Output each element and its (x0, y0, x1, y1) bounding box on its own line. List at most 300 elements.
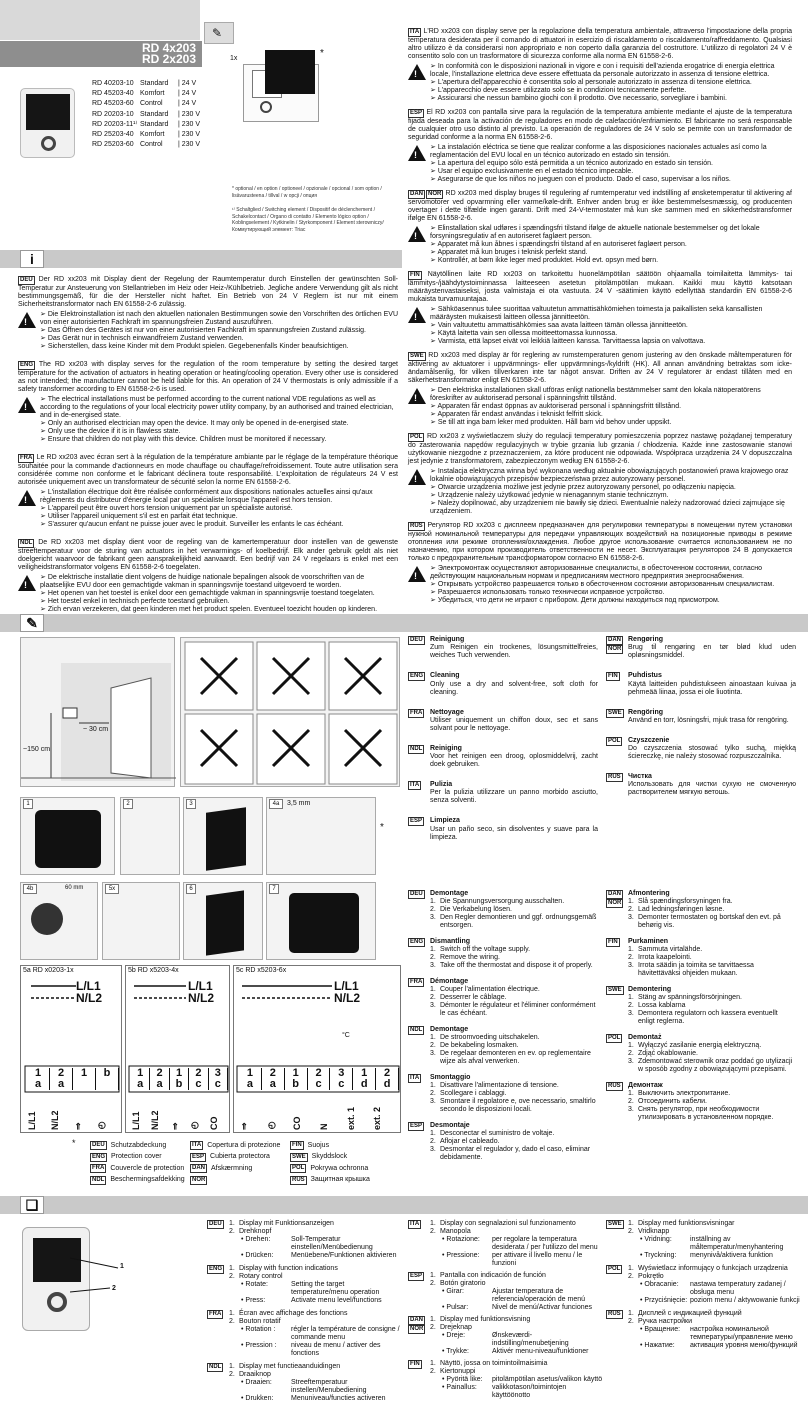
warning-glyph: ! (414, 393, 417, 403)
safety-intro-text: Регулятор RD xx203 с дисплеем предназначен для регулировки температуры в помещении путем установки нужной номинальной температуры для передачи управляющих воздействий на позиционные приводы в режиме отопления или режиме отопления/охлаждения. Любое другое использование считается использованием не по назначению, при котором производитель ответственности не несет. Эксплуатация регуляторов 24 В допускается только с предохранительным трансформатором согласно EN 61558-2-6. (408, 522, 792, 562)
operation-item (628, 1265, 801, 1273)
step-number: 2. (628, 1050, 634, 1057)
wall-box (31, 903, 63, 935)
warning-icon (408, 387, 430, 427)
step-text: Desmontar el regulador y, dado el caso, eliminar debidamente. (440, 1146, 591, 1161)
step-4b-figure (20, 882, 98, 960)
safety-block (408, 352, 792, 427)
model-voltage: | 24 V (178, 80, 197, 87)
terminal-number: 2 (156, 1067, 163, 1079)
part-name: Beschermingsafdekking (110, 1176, 185, 1184)
terminal-group: c (214, 1078, 221, 1090)
model-number: RD 25203-60 (92, 141, 134, 149)
action-description: per attivare il livello menu / le funzioni (492, 1252, 583, 1267)
language-tag: ITA (410, 29, 420, 35)
terminal-number: 2 (57, 1067, 65, 1079)
dismantle-step (628, 1010, 796, 1026)
parts-row (90, 1163, 420, 1175)
parts-cell (190, 1176, 290, 1185)
warning-icon (408, 565, 430, 605)
language-tag: FRA (209, 1311, 222, 1317)
warning-triangle-icon (18, 397, 36, 413)
terminal-group: a (269, 1078, 276, 1090)
item-text: Näyttö, jossa on toimintoilmaisimia (440, 1360, 548, 1367)
language-tag: POL (608, 737, 621, 744)
warning-glyph: ! (414, 571, 417, 581)
warning-glyph: ! (24, 402, 27, 412)
cleaning-body (430, 745, 598, 769)
step-text: Demontera regulatorn och kassera eventuellt enligt reglerna. (638, 1010, 778, 1025)
cleaning-header (408, 745, 598, 769)
item-text: Manopola (440, 1228, 471, 1235)
operation-sub (430, 1348, 603, 1356)
language-tags (606, 709, 628, 725)
parts-cell (190, 1141, 290, 1150)
safety-intro-text: El RD xx203 con pantalla sirve para la regulación de la temperatura ambiente mediante el ajuste de la temperatura fijada deseada para la activación de reguladores en modo de calefacción/enfriamiento. El fabricante no será responsable de cualquier otro uso distinto al previsto. La operación de reguladores de 24 V solo se permite con un transformador de seguridad conforme a la norma EN 61558-2-6. (408, 109, 792, 141)
operation-block (408, 1220, 603, 1268)
step-6-device (206, 890, 244, 955)
warning-triangle-icon (408, 307, 426, 323)
language-tags (606, 1310, 628, 1350)
step-text: Zdemontować sterownik oraz poddać go utylizacji w sposób zgodny z obowiązującymi przepisami. (638, 1058, 793, 1073)
quantity-label: 1x (230, 55, 238, 62)
cleaning-block (606, 709, 796, 725)
language-tag: RUS (410, 523, 423, 529)
model-variant: Standard (140, 120, 169, 128)
safety-intro-text: De RD xx203 met display dient voor de regeling van de kamertemperatuur door instellen van de gewenste streeftemperatuur voor de sturing van actuators in het verwarmings- of koelbedrijf. Elk ander gebruik geldt als niet doelgericht waarvoor de fabrikant geen aansprakelijkheid aanvaardt. Een bedrijf van 24 V regelaars is enkel met een veiligheidstransformator volgens EN 61558-2-6 toegelaten. (18, 539, 398, 571)
model-voltage: | 230 V (178, 110, 201, 118)
language-tag: FIN (410, 1361, 420, 1367)
language-tags (408, 1316, 430, 1356)
wiring-5c-n2: N/L2 (334, 991, 361, 1005)
warning-row (408, 144, 792, 184)
step-5x-figure (102, 882, 180, 960)
action-name: • Нажатие: (640, 1342, 690, 1350)
cleaning-text: Only use a dry and solvent-free, soft cloth for cleaning. (430, 680, 598, 696)
language-tag: ENG (410, 939, 424, 945)
warning-list (40, 489, 398, 529)
step-number: 2. (628, 1098, 634, 1105)
step-number: 2 (123, 799, 133, 809)
terminal-number: 1 (34, 1067, 42, 1079)
model-row (92, 111, 232, 121)
step-text: Slå spændingsforsyningen fra. (638, 898, 733, 905)
language-tag: NDL (92, 1176, 105, 1183)
warning-list (430, 468, 792, 516)
action-name: • Vridning: (640, 1236, 690, 1252)
display-screen (26, 94, 70, 130)
dismantle-step (628, 898, 796, 906)
book-icon: ❑ (20, 1196, 44, 1214)
language-tag: RUS (292, 1176, 305, 1183)
action-name: • Вращение: (640, 1326, 690, 1342)
model-table (92, 80, 232, 151)
part-name: Suojus (307, 1141, 330, 1149)
part-name: Pokrywa ochronna (310, 1164, 369, 1172)
step-text: Démonter le régulateur et l'éliminer conformément le cas échéant. (440, 1002, 596, 1017)
warning-item: ➢ Elinstallation skal udføres i spændingsfri tilstand ifølge de aktuelle nationale bestemmelser og det lokale forsyningsregulativ af en autoriseret fagløert person. (430, 225, 792, 241)
operation-item (430, 1368, 603, 1376)
language-tag: ESP (410, 1123, 423, 1129)
step-text: Выключить электропитание. (638, 1090, 731, 1097)
warning-item: ➢ Sicherstellen, dass keine Kinder mit dem Produkt spielen. Gegebenenfalls Kinder beaufsichtigen. (40, 343, 398, 351)
step-number: 1. (628, 994, 634, 1001)
operation-body (229, 1310, 402, 1358)
operation-body (430, 1272, 603, 1312)
language-tag-secondary: NOR (428, 191, 442, 197)
action-description: Streeftemperatuur instellen/Menubediening (291, 1379, 367, 1394)
language-tags (606, 1220, 628, 1260)
item-text: Rotary control (239, 1273, 283, 1280)
warning-row (18, 311, 398, 351)
warning-triangle-icon (18, 575, 36, 591)
language-tag: FIN (608, 673, 618, 680)
warning-list (430, 63, 792, 103)
terminal (131, 1068, 150, 1090)
footnotes (232, 186, 402, 233)
warning-item: ➢ Apparaten får endast öppnas av auktoriserad personal i spänningsfritt tillstånd. (430, 403, 792, 411)
warning-row (408, 565, 792, 605)
action-description: régler la température de consigne / commande menu (291, 1326, 400, 1341)
dismantle-step (430, 954, 598, 962)
action-name: • Pressione: (442, 1252, 492, 1268)
step-text: Smontare il regolatore e, ove necessario, smaltirlo secondo le disposizioni locali. (440, 1098, 596, 1113)
wiring-5b-terminals (131, 1068, 228, 1090)
safety-intro (18, 454, 398, 487)
do-not-install-figure (180, 637, 400, 787)
dismantle-block (606, 938, 796, 978)
operation-sub (628, 1326, 801, 1342)
operation-sub (430, 1384, 603, 1400)
temperature-sensor-label: °C (342, 1032, 350, 1039)
language-tag: SWE (608, 987, 622, 993)
terminal-number: 1 (246, 1067, 253, 1079)
safety-block (18, 276, 398, 351)
step-1-figure (20, 797, 115, 875)
action-name: • Rotation : (241, 1326, 291, 1342)
language-tags (606, 773, 628, 797)
operation-body (430, 1220, 603, 1268)
dismantle-body (430, 978, 598, 1018)
action-name: • Drücken: (241, 1252, 291, 1260)
warning-glyph: ! (414, 69, 417, 79)
operation-body (229, 1265, 402, 1305)
safety-intro (18, 539, 398, 572)
warning-item: ➢ Die Elektroinstallation ist nach den aktuellen nationalen Bestimmungen sowie den Vorschriften des örtlichen EVU von einer autorisierten Fachkraft im spannungsfreien Zustand auszuführen. (40, 311, 398, 327)
parts-cell (290, 1153, 390, 1162)
wiring-diagram-5c (233, 965, 401, 1133)
cleaning-header (408, 636, 598, 660)
cleaning-block (606, 737, 796, 761)
warning-triangle-icon (408, 64, 426, 80)
footnote-switch: ¹⁾ Schaltglied / Switching element / Dispositif de déclenchement / Schakelcontact / Organo di contatto / Elemento lógico option / Koblingselement / Kytkinelin / Styrkomponent / Element sterowniczy/ Коммутирующий элемент: Triac (232, 207, 384, 233)
action-name: • Tryckning: (640, 1252, 690, 1260)
terminal-label: ◷ (189, 1120, 200, 1130)
warning-item: ➢ Käytä laitetta vain sen ollessa moitteettomassa kunnossa. (430, 330, 792, 338)
dismantle-block (408, 890, 598, 930)
warning-list (430, 144, 792, 184)
dismantle-body (430, 938, 598, 970)
language-tag: ITA (410, 1075, 420, 1081)
warning-item: ➢ Assicurarsi che nessun bambino giochi con il prodotto. Ove necessario, sorvegliare i bambini. (430, 95, 792, 103)
terminal (262, 1068, 285, 1090)
action-description: valikkotason/toimintojen käyttöönotto (492, 1384, 567, 1399)
operation-item (229, 1310, 402, 1318)
step-number: 1. (628, 898, 634, 905)
parts-cell (290, 1176, 390, 1185)
action-description: Menuniveau/functies activeren (291, 1395, 386, 1402)
safety-intro-text: RD xx203 med display bruges til regulering af rumtemperatur ved indstilling af ønsketemperatur til aktivering af servomotorer ved opvarmning eller varme/køle-drift. Enhver anden brug er ikke bestemmelsesmæssig, og producenten overtager i dette tilfælde ingen garanti. Drift med 24-V-termostater må kun ske sammen med en sikkerhedstransformer ifølge EN 61558-2-6. (408, 190, 792, 222)
terminal-label: ⇒ (239, 1122, 249, 1130)
action-description: активация уровня меню/функций (690, 1342, 798, 1349)
wiring-5c-terminals (239, 1068, 399, 1090)
step-text: Irrota kaapelointi. (638, 954, 692, 961)
dismantle-column-right (606, 890, 796, 1130)
dismantle-step (628, 1106, 796, 1122)
terminal-number: 3 (214, 1067, 221, 1079)
step-number: 4b (23, 884, 37, 894)
operation-sub (229, 1326, 402, 1342)
language-tags (606, 1265, 628, 1305)
safety-block (408, 522, 792, 605)
language-tags (408, 1122, 430, 1162)
language-tags (408, 1360, 430, 1400)
warning-item: ➢ L'apertura dell'apparecchio è consentita solo al personale autorizzato in assenza di tensione elettrica. (430, 79, 792, 87)
language-tag: FIN (608, 939, 618, 945)
item-text: Wyświetlacz informujący o funkcjach urządzenia (638, 1265, 788, 1272)
warning-item: ➢ In conformità con le disposizioni nazionali in vigore e con i requisiti dell'azienda erogatrice di energia elettrica locale, l'installazione elettrica deve essere effettuata da personale autorizzato in assenza di tensione elettrica. (430, 63, 792, 79)
safety-intro (18, 361, 398, 394)
model-number: RD 20203-11¹⁾ (92, 120, 138, 128)
terminal (150, 1068, 169, 1090)
step-number: 3. (628, 1010, 634, 1017)
cleaning-header (606, 773, 796, 797)
dismantle-block (606, 1082, 796, 1122)
operation-item (430, 1272, 603, 1280)
language-tag: DAN (410, 1317, 423, 1323)
terminal-number: 1 (361, 1067, 368, 1079)
action-description: Menüebene/Funktionen aktivieren (291, 1252, 397, 1259)
safety-block (408, 190, 792, 265)
safety-intro-text: RD xx203 med display är för reglering av rumstemperaturen genom justering av den önskade måltemperaturen för aktivering av aktuatorer i uppvärmnings- eller uppvärmnings-/kyldrift (HK). All annan användning betraktas som icke-ändamålsenlig, för vilken tillverkaren inte tar något ansvar. Driften av 24 V regulatorer är endast tillåten med en säkerhetstransformator enligt EN 61558-2-6. (408, 352, 792, 384)
dismantle-block (408, 978, 598, 1018)
warning-triangle-icon (408, 145, 426, 161)
language-tags (408, 745, 430, 769)
step-number: 2. (628, 954, 634, 961)
terminal-label: N (319, 1123, 330, 1130)
language-tag: DEU (20, 277, 33, 283)
item-number: 1. (628, 1265, 634, 1272)
warning-row (408, 225, 792, 265)
terminal-group: d (360, 1078, 368, 1090)
terminal-label: N/L2 (150, 1110, 161, 1130)
operation-block (408, 1272, 603, 1312)
dismantle-heading: Demontering (628, 986, 672, 993)
warning-item: ➢ Utiliser l'appareil uniquement s'il est en parfait état technique. (40, 513, 398, 521)
warning-icon (18, 396, 40, 444)
cleaning-block (408, 745, 598, 769)
wiring-5c-title: 5c RD x5203-6x (236, 967, 287, 974)
step-text: Wyłączyć zasilanie energią elektryczną. (638, 1042, 762, 1049)
terminal-group: d (383, 1078, 391, 1090)
dismantle-body (628, 938, 796, 978)
language-tag: FRA (410, 709, 423, 716)
language-tags (207, 1265, 229, 1305)
operation-item (430, 1220, 603, 1228)
safety-block (408, 433, 792, 516)
warning-item: ➢ Das Gerät nur in technisch einwandfreiem Zustand verwenden. (40, 335, 398, 343)
model-voltage: | 230 V (178, 141, 201, 149)
operation-section-bar (0, 1196, 808, 1214)
operation-sub (229, 1379, 402, 1395)
terminal-number: 1 (80, 1067, 88, 1079)
warning-icon (408, 468, 430, 516)
operation-block (408, 1360, 603, 1400)
language-tag: NDL (410, 745, 423, 752)
terminal-number: 3 (338, 1067, 345, 1079)
part-name: Copertura di protezione (207, 1141, 281, 1149)
mounting-section-bar (0, 614, 808, 632)
operation-sub (229, 1281, 402, 1297)
parts-cell (290, 1164, 390, 1173)
terminal (73, 1068, 96, 1090)
dismantle-step (430, 1138, 598, 1146)
step-number: 5x (105, 884, 119, 894)
dismantle-heading: Demontage (430, 890, 469, 897)
warning-item: ➢ Otwarcie urządzenia możliwe jest jedynie przez autoryzowany personel, po odłączeniu napięcia. (430, 484, 792, 492)
step-number: 3. (628, 914, 634, 921)
safety-section-bar (0, 250, 402, 268)
parts-cell (290, 1141, 390, 1150)
step-number: 1. (430, 898, 436, 905)
step-text: De regelaar demonteren en ev. op reglementaire wijze als afval verwerken. (440, 1050, 591, 1065)
action-name: • Press: (241, 1297, 291, 1305)
step-number: 3 (186, 799, 196, 809)
language-tag: ENG (20, 362, 34, 368)
part-name: Защитная крышка (310, 1176, 370, 1184)
step-text: Demonter termostaten og bortskaf den evt. på behørig vis. (638, 914, 781, 929)
action-name: • Drukken: (241, 1395, 291, 1403)
cleaning-text: Usar un paño seco, sin disolventes y suave para la limpieza. (430, 825, 598, 841)
language-tag: DEU (410, 637, 423, 643)
dismantle-heading: Desmontaje (430, 1122, 470, 1129)
warning-item: ➢ Se till att inga barn leker med produkten. Håll barn vid behov under uppsikt. (430, 419, 792, 427)
cleaning-heading: Czyszczenie (628, 736, 670, 744)
warning-list (40, 396, 398, 444)
dismantle-step (430, 962, 598, 970)
operation-sub (628, 1236, 801, 1252)
operation-item (430, 1360, 603, 1368)
part-name: Schutzabdeckung (110, 1141, 167, 1149)
dismantle-step (628, 1042, 796, 1050)
language-tags (408, 1026, 430, 1066)
warning-item: ➢ Only use the device if it is in flawless state. (40, 428, 398, 436)
cleaning-heading: Reinigung (430, 636, 465, 643)
terminal-group: a (34, 1078, 42, 1090)
warning-item: ➢ L'appareil peut être ouvert hors tension uniquement par un spécialiste autorisé. (40, 505, 398, 513)
language-tags (606, 737, 628, 761)
action-name: • Drehen: (241, 1236, 291, 1252)
warning-item: ➢ Varmista, että lapset eivät voi leikkiä laitteen kanssa. Tarvittaessa lapsia on valvottava. (430, 338, 792, 346)
model-voltage: | 230 V (178, 120, 201, 128)
operation-body (628, 1220, 801, 1260)
step-number: 7 (269, 884, 279, 894)
language-tag: POL (608, 1266, 621, 1272)
terminal (239, 1068, 262, 1090)
part-name: Skyddslock (311, 1153, 348, 1161)
model-row (92, 100, 232, 110)
cleaning-heading: Puhdistus (628, 672, 662, 680)
model-variant: Standard (140, 110, 169, 118)
footnote-optional: * optional / en option / optioneel / opzionale / opcional / som option / lisävarusteena / tillval / w opcji / опция (232, 186, 382, 199)
warning-item: ➢ La apertura del equipo sólo está permitida a un técnico autorizado en estado sin tensión. (430, 160, 792, 168)
language-tags (408, 781, 430, 805)
terminal-number: b (103, 1067, 111, 1079)
callout-lines (70, 1250, 125, 1295)
warning-triangle-icon (18, 490, 36, 506)
operation-item (229, 1363, 402, 1371)
terminal-label: L/L1 (131, 1111, 141, 1130)
cleaning-heading: Чистка (628, 773, 652, 780)
warning-item: ➢ Asegurarse de que los niños no jueguen con el producto. Dado el caso, supervisar a los niños. (430, 176, 792, 184)
terminal-label: CO (208, 1116, 219, 1130)
cleaning-text: Zum Reinigen ein trockenes, lösungsmittelfreies, weiches Tuch verwenden. (430, 644, 598, 660)
language-tag: ENG (410, 673, 424, 680)
operation-column-left (207, 1220, 402, 1408)
wiring-5a-n2: N/L2 (76, 991, 103, 1005)
step-text: Remove the wiring. (440, 954, 500, 961)
parts-row (90, 1175, 420, 1187)
operation-sub (430, 1332, 603, 1348)
cleaning-header (606, 737, 796, 761)
language-tags (408, 1220, 430, 1268)
dismantle-step (430, 1002, 598, 1018)
dismantle-heading: Démontage (430, 978, 469, 985)
warning-icon (408, 225, 430, 265)
cleaning-block (408, 781, 598, 805)
optional-marker: * (320, 48, 324, 59)
safety-intro (408, 433, 792, 466)
language-tags (408, 672, 430, 696)
dismantle-step (430, 1042, 598, 1050)
operation-sub (430, 1288, 603, 1304)
dismantle-body (628, 890, 796, 930)
item-number: 2. (229, 1228, 235, 1235)
language-tags (408, 1074, 430, 1114)
operation-block (606, 1265, 801, 1305)
item-text: Display med funktionsvisningar (638, 1220, 735, 1227)
dismantle-heading: Afmontering (628, 890, 670, 897)
wiring-5c-bottom-labels (239, 1094, 399, 1130)
cleaning-block (408, 817, 598, 841)
operation-body (229, 1220, 402, 1260)
operation-sub (229, 1395, 402, 1403)
dismantle-step (430, 898, 598, 906)
dismantle-step (628, 946, 796, 954)
dismantle-step (628, 1002, 796, 1010)
terminal-number: 2 (195, 1067, 202, 1079)
operation-block (606, 1310, 801, 1350)
step-number: 1. (430, 946, 436, 953)
cleaning-text: Использовать для чистки сухую не смоченную растворителем мягкую ветошь. (628, 781, 796, 797)
language-tag: NDL (20, 540, 33, 546)
terminal (50, 1068, 73, 1090)
terminal-group: b (175, 1078, 183, 1090)
cleaning-body (430, 672, 598, 696)
terminal-label: ext. 1 (345, 1106, 356, 1130)
warning-icon (408, 306, 430, 346)
dismantle-body (628, 986, 796, 1026)
